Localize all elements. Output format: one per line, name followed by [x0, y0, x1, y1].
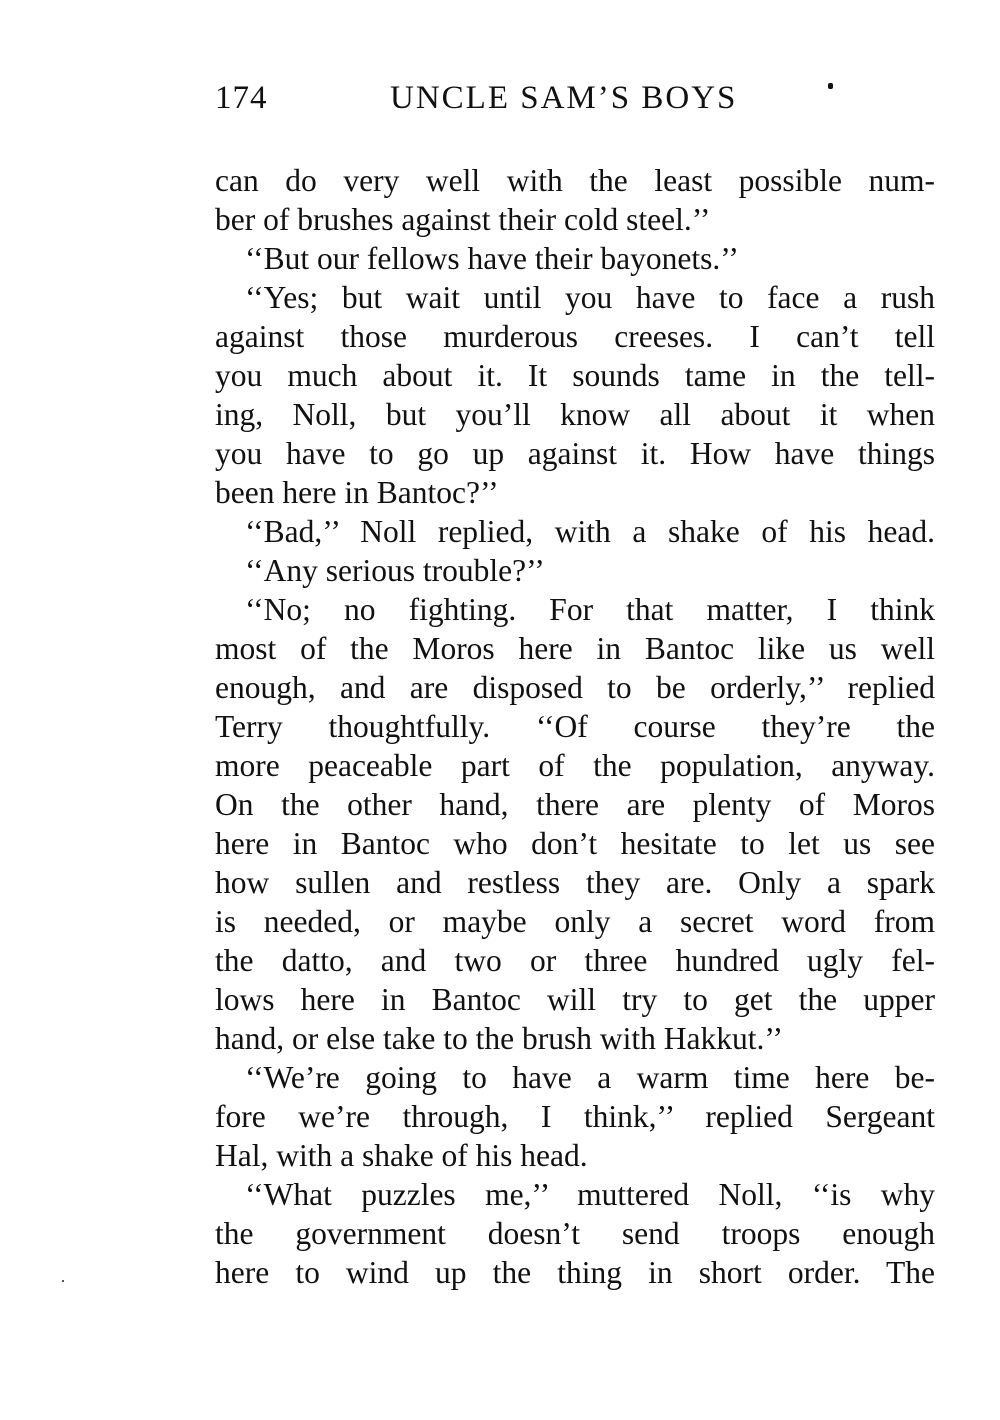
text-line: most of the Moros here in Bantoc like us well — [215, 631, 935, 666]
text-line: ‘‘Any serious trouble?’’ — [245, 553, 545, 588]
text-line: hand, or else take to the brush with Hakkut.’’ — [215, 1021, 784, 1056]
text-line: Terry thoughtfully. ‘‘Of course they’re the — [215, 709, 935, 744]
text-line: On the other hand, there are plenty of Moros — [215, 787, 935, 822]
text-line: ‘‘No; no fighting. For that matter, I think — [245, 592, 935, 627]
text-line: ing, Noll, but you’ll know all about it when — [215, 397, 935, 432]
margin-speck — [62, 1280, 64, 1282]
text-line: against those murderous creeses. I can’t tell — [215, 319, 935, 354]
text-line: lows here in Bantoc will try to get the upper — [215, 982, 935, 1017]
text-line: ‘‘Bad,’’ Noll replied, with a shake of his head. — [245, 514, 935, 549]
text-line: ‘‘But our fellows have their bayonets.’’ — [245, 241, 739, 276]
text-line: ‘‘What puzzles me,’’ muttered Noll, ‘‘is why — [245, 1177, 935, 1212]
text-line: is needed, or maybe only a secret word from — [215, 904, 935, 939]
text-line: here in Bantoc who don’t hesitate to let us see — [215, 826, 935, 861]
text-line: the datto, and two or three hundred ugly fel- — [215, 943, 935, 978]
text-line: ‘‘We’re going to have a warm time here be- — [245, 1060, 935, 1095]
text-line: fore we’re through, I think,’’ replied Sergeant — [215, 1099, 935, 1134]
page-number: 174 — [215, 80, 268, 116]
text-line: the government doesn’t send troops enough — [215, 1216, 935, 1251]
text-line: you have to go up against it. How have things — [215, 436, 935, 471]
body-text — [215, 161, 935, 1292]
text-line: more peaceable part of the population, anyway. — [215, 748, 935, 783]
page-header — [215, 78, 935, 118]
text-line: Hal, with a shake of his head. — [215, 1138, 588, 1173]
text-line: here to wind up the thing in short order. The — [215, 1255, 935, 1290]
text-line: enough, and are disposed to be orderly,’’ replied — [215, 670, 935, 705]
text-line: can do very well with the least possible num- — [215, 163, 935, 198]
text-line: ‘‘Yes; but wait until you have to face a rush — [245, 280, 935, 315]
running-title: UNCLE SAM’S BOYS — [390, 80, 738, 116]
text-line: ber of brushes against their cold steel.’’ — [215, 202, 711, 237]
text-line: how sullen and restless they are. Only a spark — [215, 865, 935, 900]
print-speck — [828, 83, 833, 89]
text-line: been here in Bantoc?’’ — [215, 475, 499, 510]
text-line: you much about it. It sounds tame in the tell- — [215, 358, 935, 393]
